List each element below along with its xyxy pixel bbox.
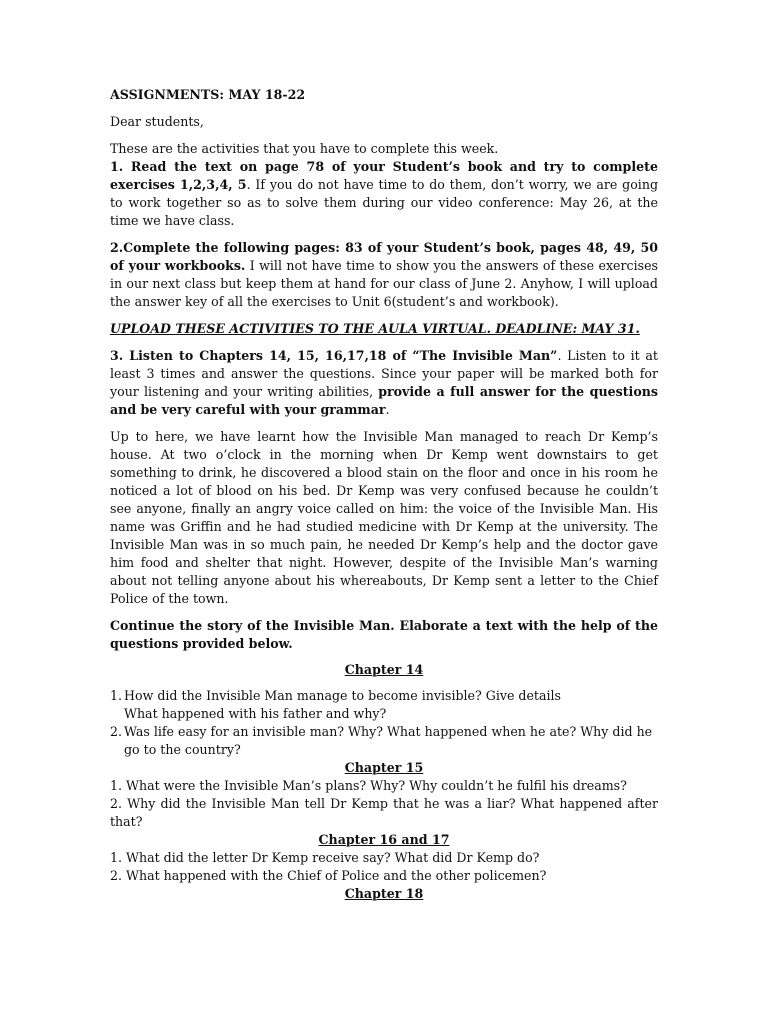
intro-text: These are the activities that you have to complete this week. [110, 141, 499, 156]
upload-tail: . [635, 321, 640, 336]
continue-instruction [110, 617, 658, 653]
item-1-bold: 1. Read the text on page 78 of your Student’s book and try to complete exercises 1,2,3,4, 5 [110, 159, 658, 192]
question-number: 2. [110, 724, 123, 739]
item-1 [110, 158, 658, 230]
item-2 [110, 239, 658, 311]
story-paragraph: Up to here, we have learnt how the Invisible Man managed to reach Dr Kemp’s house. At two o’clock in the morning when Dr Kemp went downstairs to get something to drink, he discovered a blood stain on the floor and once in his room he noticed a lot of blood on his bed. Dr Kemp was very confused because he couldn’t see anyone, finally an angry voice called on him: the voice of the Invisible Man. His name was Griffin and he had studied medicine with Dr Kemp at the university. The Invisible Man was in so much pain, he needed Dr Kemp’s help and the doctor gave him food and shelter that night. However, despite of the Invisible Man’s warning about not telling anyone about his whereabouts, Dr Kemp sent a letter to the Chief Police of the town. [110, 429, 658, 606]
question-text: What did the letter Dr Kemp receive say? What did Dr Kemp do? [126, 850, 540, 865]
question-text: Was life easy for an invisible man? Why? What happened when he ate? Why did he [124, 724, 653, 739]
continue-text-1: Continue the story of the Invisible Man [110, 618, 391, 633]
question-item [110, 777, 658, 795]
question-item [110, 687, 658, 723]
question-number: 2. [110, 868, 123, 883]
upload-text: UPLOAD THESE ACTIVITIES TO THE AULA VIRTUAL. DEADLINE: MAY 31 [110, 321, 636, 336]
item-2-bold: 2.Complete the following pages: 83 of your Student’s book, pages 48, 49, 50 of your workbooks. [110, 240, 658, 273]
chapter-heading: Chapter 14 [344, 662, 424, 677]
chapter-heading: Chapter 15 [344, 760, 424, 775]
question-number: 1. [110, 778, 123, 793]
question-continuation: What happened with his father and why? [124, 706, 387, 721]
question-number: 1. [110, 688, 123, 703]
chapter-heading: Chapter 16 and 17 [318, 832, 450, 847]
document-title: ASSIGNMENTS: MAY 18-22 [110, 87, 306, 102]
continue-text-2: . Elaborate a text with the help of the questions provided below. [110, 618, 658, 651]
question-item [110, 723, 658, 759]
question-text: Why did the Invisible Man tell Dr Kemp that he was a liar? What happened after that? [110, 796, 658, 829]
chapter-heading: Chapter 18 [344, 886, 424, 901]
item-3 [110, 347, 658, 419]
greeting: Dear students, [110, 114, 204, 129]
item-3-mid: . Listen to it at least 3 times and answer the questions. Since your paper will be marked both for your listening and your writing abilities, [110, 348, 658, 399]
question-text: What were the Invisible Man’s plans? Why? Why couldn’t he fulfil his dreams? [126, 778, 627, 793]
upload-notice [110, 320, 658, 338]
item-3-bold-1: 3. Listen to Chapters 14, 15, 16,17,18 of “The Invisible Man” [110, 348, 558, 363]
question-number: 1. [110, 850, 123, 865]
question-continuation: go to the country? [124, 742, 241, 757]
document-body [110, 86, 658, 903]
question-text: How did the Invisible Man manage to become invisible? Give details [124, 688, 562, 703]
question-number: 2. [110, 796, 123, 811]
item-1-rest: . If you do not have time to do them, don’t worry, we are going to work together so as to solve them during our video conference: May 26, at the time we have class. [110, 177, 659, 228]
question-item [110, 795, 658, 831]
question-text: What happened with the Chief of Police and the other policemen? [126, 868, 547, 883]
item-3-bold-2: provide a full answer for the questions and be very careful with your grammar [110, 384, 658, 417]
question-item [110, 867, 658, 885]
question-item [110, 849, 658, 867]
item-3-end: . [385, 402, 390, 417]
item-2-rest: I will not have time to show you the answers of these exercises in our next class but keep them at hand for our class of June 2. Anyhow, I will upload the answer key of all the exercises to Unit 6(student’s and workbook). [110, 258, 658, 309]
